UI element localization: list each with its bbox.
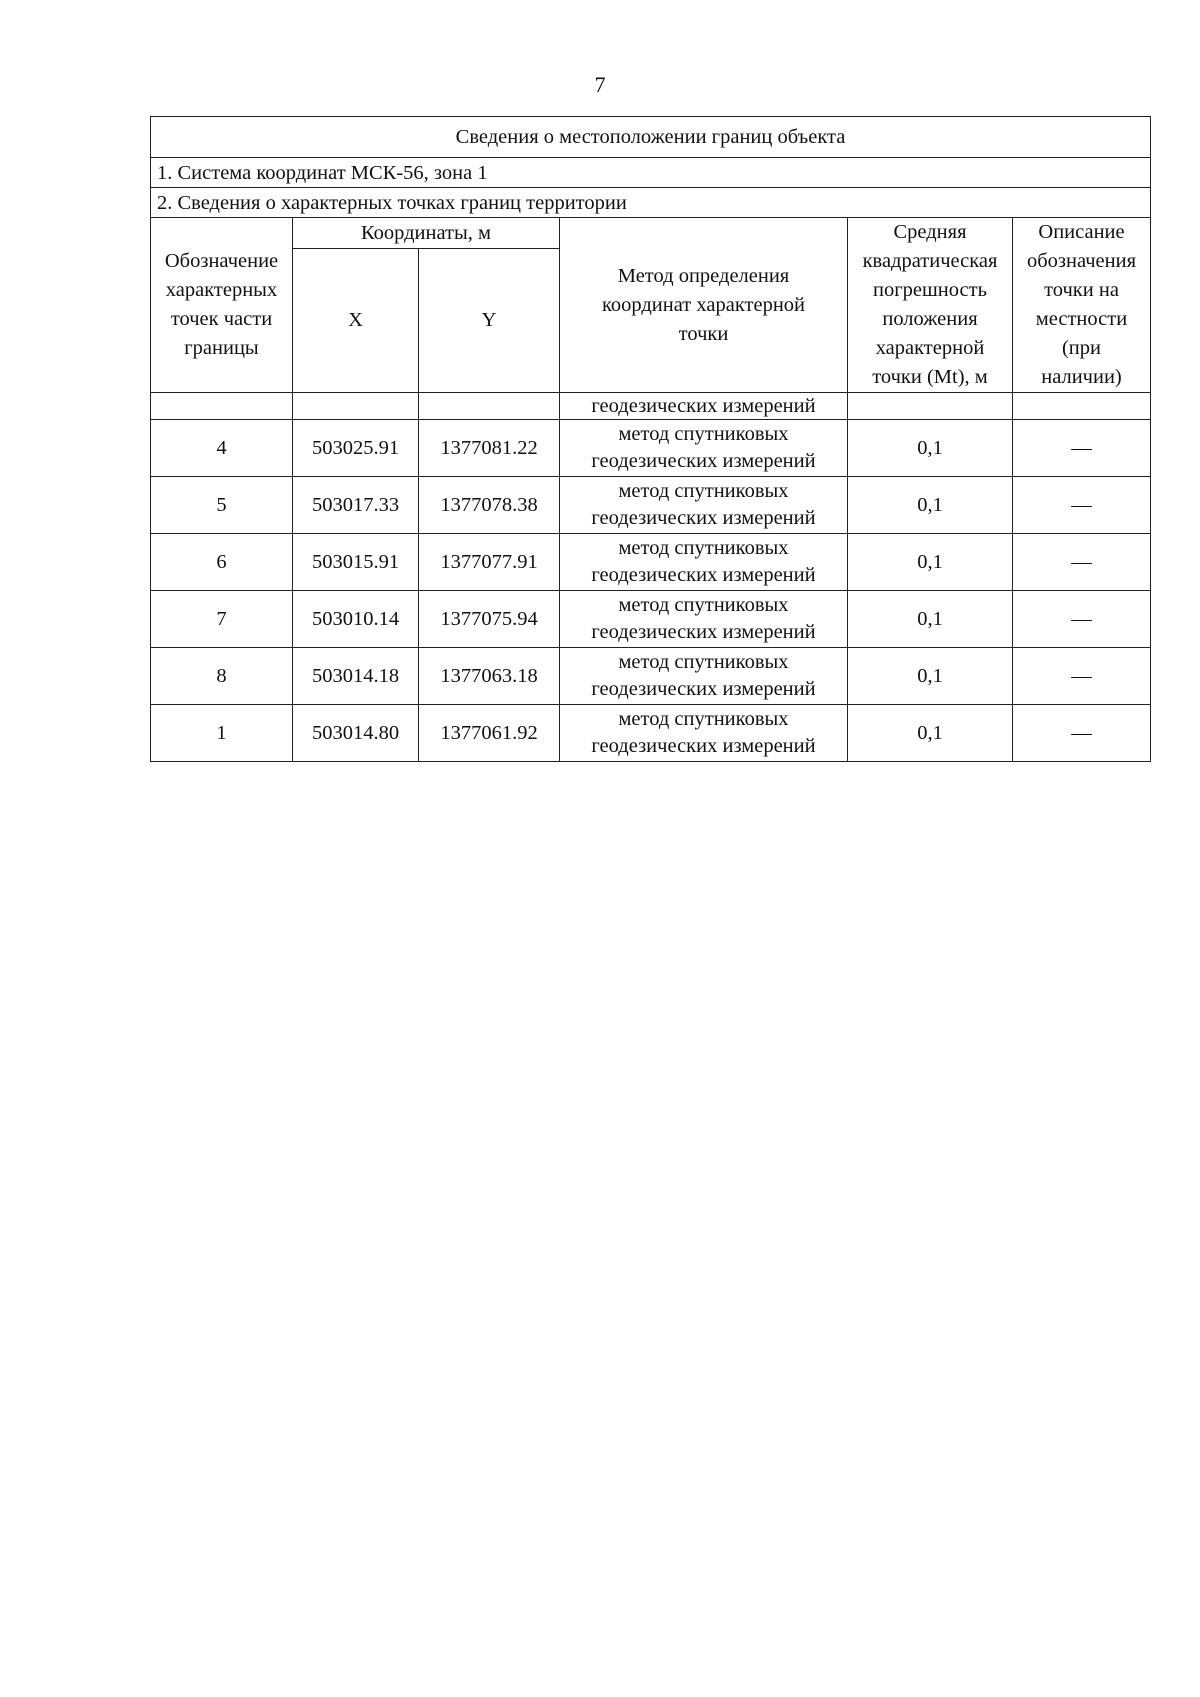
method-line: геодезических измерений xyxy=(591,621,816,643)
description-value: — xyxy=(1013,648,1151,705)
header-point-designation xyxy=(151,218,293,393)
description-value: — xyxy=(1013,591,1151,648)
method-cell xyxy=(560,705,848,762)
coord-y: 1377078.38 xyxy=(419,477,560,534)
method-cell xyxy=(560,420,848,477)
error-value: 0,1 xyxy=(848,705,1013,762)
point-number: 7 xyxy=(151,591,293,648)
point-number: 1 xyxy=(151,705,293,762)
header-error-line: точки (Mt), м xyxy=(872,366,988,388)
header-point-line: Обозначение xyxy=(164,250,279,272)
header-description xyxy=(1013,218,1151,393)
header-y: Y xyxy=(419,248,560,392)
header-point-line: характерных xyxy=(165,279,278,301)
header-error-line: погрешность xyxy=(873,279,987,301)
method-cell xyxy=(560,477,848,534)
method-line: метод спутниковых xyxy=(618,708,789,730)
method-cell xyxy=(560,648,848,705)
coord-y: 1377081.22 xyxy=(419,420,560,477)
points-section-row xyxy=(151,188,1151,218)
point-number: 5 xyxy=(151,477,293,534)
description-value: — xyxy=(1013,420,1151,477)
header-error xyxy=(848,218,1013,393)
continuation-empty-cell xyxy=(293,393,419,420)
header-description-line: Описание xyxy=(1038,221,1125,243)
header-row-top xyxy=(151,218,1151,249)
header-description-line: обозначения xyxy=(1026,250,1137,272)
header-method-line: координат характерной xyxy=(601,293,806,316)
header-x: X xyxy=(293,248,419,392)
boundary-coordinates-table xyxy=(150,116,1151,762)
method-line: метод спутниковых xyxy=(618,537,789,559)
table-row xyxy=(151,420,1151,477)
method-line: метод спутниковых xyxy=(618,651,789,673)
header-description-line: наличии) xyxy=(1041,366,1122,388)
page-number: 7 xyxy=(594,72,606,97)
header-point-line: точек части xyxy=(170,308,273,330)
coord-x: 503014.80 xyxy=(293,705,419,762)
description-value: — xyxy=(1013,534,1151,591)
coord-y: 1377061.92 xyxy=(419,705,560,762)
coord-x: 503014.18 xyxy=(293,648,419,705)
error-value: 0,1 xyxy=(848,477,1013,534)
method-line: метод спутниковых xyxy=(618,480,789,502)
table-row xyxy=(151,591,1151,648)
continuation-empty-cell xyxy=(1013,393,1151,420)
continuation-empty-cell xyxy=(419,393,560,420)
table-row xyxy=(151,477,1151,534)
error-value: 0,1 xyxy=(848,591,1013,648)
header-description-line: (при xyxy=(1061,337,1102,359)
coord-system-text: 1. Система координат МСК-56, зона 1 xyxy=(151,158,1151,188)
method-line: геодезических измерений xyxy=(591,678,816,700)
table-row xyxy=(151,534,1151,591)
method-cell xyxy=(560,534,848,591)
coord-y: 1377075.94 xyxy=(419,591,560,648)
description-value: — xyxy=(1013,477,1151,534)
header-point-line: границы xyxy=(184,337,259,359)
points-section-text: 2. Сведения о характерных точках границ территории xyxy=(151,188,1151,218)
coord-y: 1377077.91 xyxy=(419,534,560,591)
coord-x: 503010.14 xyxy=(293,591,419,648)
method-line: геодезических измерений xyxy=(591,450,816,472)
continuation-row xyxy=(151,393,1151,420)
continuation-method: геодезических измерений xyxy=(560,393,848,420)
method-line: геодезических измерений xyxy=(591,735,816,757)
coord-x: 503017.33 xyxy=(293,477,419,534)
header-description-line: точки на xyxy=(1044,279,1119,301)
error-value: 0,1 xyxy=(848,420,1013,477)
header-error-line: Средняя xyxy=(893,221,967,243)
header-error-line: квадратическая xyxy=(862,250,998,272)
table-title: Сведения о местоположении границ объекта xyxy=(151,117,1151,158)
error-value: 0,1 xyxy=(848,648,1013,705)
method-line: геодезических измерений xyxy=(591,507,816,529)
method-line: метод спутниковых xyxy=(618,594,789,616)
method-line: метод спутниковых xyxy=(618,423,789,445)
coord-x: 503025.91 xyxy=(293,420,419,477)
continuation-empty-cell xyxy=(848,393,1013,420)
method-line: геодезических измерений xyxy=(591,564,816,586)
point-number: 6 xyxy=(151,534,293,591)
table-title-row xyxy=(151,117,1151,158)
header-method-line: точки xyxy=(678,322,729,345)
method-cell xyxy=(560,591,848,648)
header-method-line: Метод определения xyxy=(617,264,790,287)
point-number: 4 xyxy=(151,420,293,477)
coord-system-row xyxy=(151,158,1151,188)
point-number: 8 xyxy=(151,648,293,705)
coord-x: 503015.91 xyxy=(293,534,419,591)
continuation-empty-cell xyxy=(151,393,293,420)
coord-y: 1377063.18 xyxy=(419,648,560,705)
header-error-line: характерной xyxy=(875,337,985,359)
header-method xyxy=(560,218,848,393)
table-row xyxy=(151,648,1151,705)
header-error-line: положения xyxy=(882,308,978,330)
description-value: — xyxy=(1013,705,1151,762)
table-row xyxy=(151,705,1151,762)
error-value: 0,1 xyxy=(848,534,1013,591)
header-coordinates: Координаты, м xyxy=(293,218,560,249)
header-description-line: местности xyxy=(1035,308,1128,330)
